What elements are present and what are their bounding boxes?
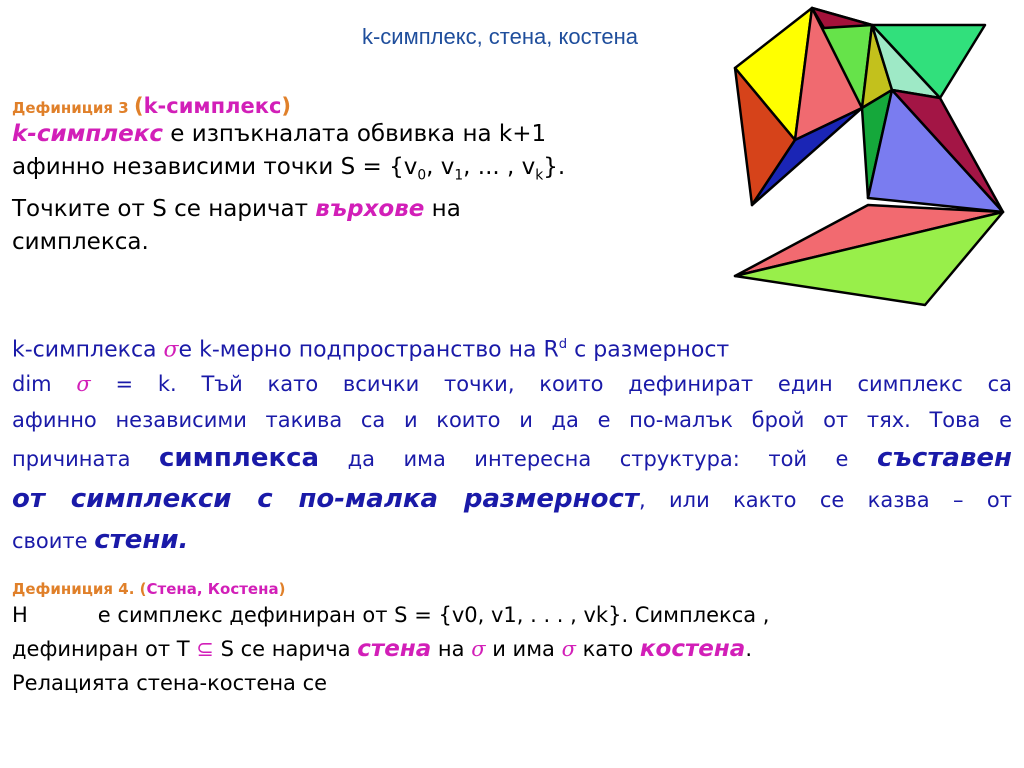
explanation-line-2 [12,366,1012,402]
explanation-line-3: афинно независими такива са и които и да е по-малък брой от тях. Това е [12,408,1012,433]
definition-3-text-2b: , v [426,154,455,180]
definition-4-text-2c: на [431,637,472,661]
subset-symbol: ⊆ [196,637,214,661]
definition-3 [12,94,565,259]
definition-4-heading [12,580,769,598]
subscript-1: 1 [454,167,464,184]
definition-3-text-3a: Точките от S се наричат [12,195,316,222]
definition-4 [12,580,769,700]
definition-4-text-1a: Н [12,603,28,627]
explanation-text-4a: причината [12,447,159,472]
explanation-line-4 [12,438,1012,479]
explanation-text-5: , или както се казва – от [638,488,1012,513]
definition-4-paren-close: ) [278,580,286,598]
explanation-text-2b: = k. Тъй като всички точки, които дефинират един симплекс са [90,372,1013,397]
definition-3-text-1: е изпъкналата обвивка на k+1 [162,121,547,147]
explanation-line-6 [12,520,1012,561]
definition-3-line-1 [12,118,565,151]
definition-4-term: Стена, Костена [146,580,279,598]
definition-4-text-2e: като [575,637,640,661]
definition-3-text-2a: афинно независими точки S = {v [12,154,418,180]
definition-3-paren-close: ) [281,94,292,118]
subscript-k: k [535,167,544,184]
explanation-text-1c: с размерност [567,337,730,363]
explanation-text-1b: е k-мерно подпространство на R [178,337,559,363]
definition-3-heading [12,94,565,118]
explanation-paragraph [12,328,1012,561]
explanation-text-1a: k-симплекса [12,337,164,363]
definition-4-text-2d: и има [485,637,562,661]
superscript-d: d [558,337,568,352]
page-title: k-симплекс, стена, костена [361,24,639,49]
term-k-simplex: k-симплекс [12,121,163,147]
definition-3-text-2c: , ... , v [463,154,536,180]
simplicial-complex-figure [720,0,1020,310]
definition-3-term: k-симплекс [143,94,282,118]
sigma-symbol: σ [561,637,576,661]
definition-3-label: Дефиниция 3 [12,99,129,117]
explanation-text-4b: да има интересна структура: той е [319,447,877,472]
term-faces: стени. [94,525,189,556]
definition-4-line-1 [12,598,769,632]
definition-3-text-3b: на [424,195,461,222]
term-face: стена [357,636,432,662]
subscript-0: 0 [417,167,427,184]
term-vertices: върхове [315,195,425,222]
definition-3-line-4: симплекса. [12,228,149,255]
sigma-symbol: σ [76,372,91,397]
explanation-text-2a: dim [12,372,77,397]
definition-4-text-2b: S се нарича [213,637,358,661]
term-lower-dimension-simplices: от симплекси с по-малка размерност [12,484,639,515]
definition-4-line-2 [12,632,769,666]
definition-4-line-3: Релацията стена-костена се [12,671,328,695]
sigma-symbol: σ [163,337,179,363]
definition-3-line-3 [12,193,565,226]
face-maroon-top [812,8,872,28]
definition-4-text-2a: дефиниран от T [12,637,197,661]
explanation-line-5 [12,479,1012,520]
definition-4-text-2f: . [745,637,752,661]
definition-3-text-2d: }. [543,154,566,180]
definition-3-paren-open: ( [133,94,144,118]
definition-4-text-1b: е симплекс дефиниран от S = {v0, v1, . . . , vk}. Симплекса , [97,603,770,627]
definition-3-line-2 [12,151,565,193]
term-simplex: симплекса [158,443,320,474]
explanation-text-6: своите [12,529,95,554]
sigma-symbol: σ [471,637,486,661]
term-coface: костена [639,636,746,662]
term-composed: съставен [876,443,1012,474]
explanation-line-1 [12,328,1012,366]
definition-4-label: Дефиниция 4. ( [12,580,147,598]
